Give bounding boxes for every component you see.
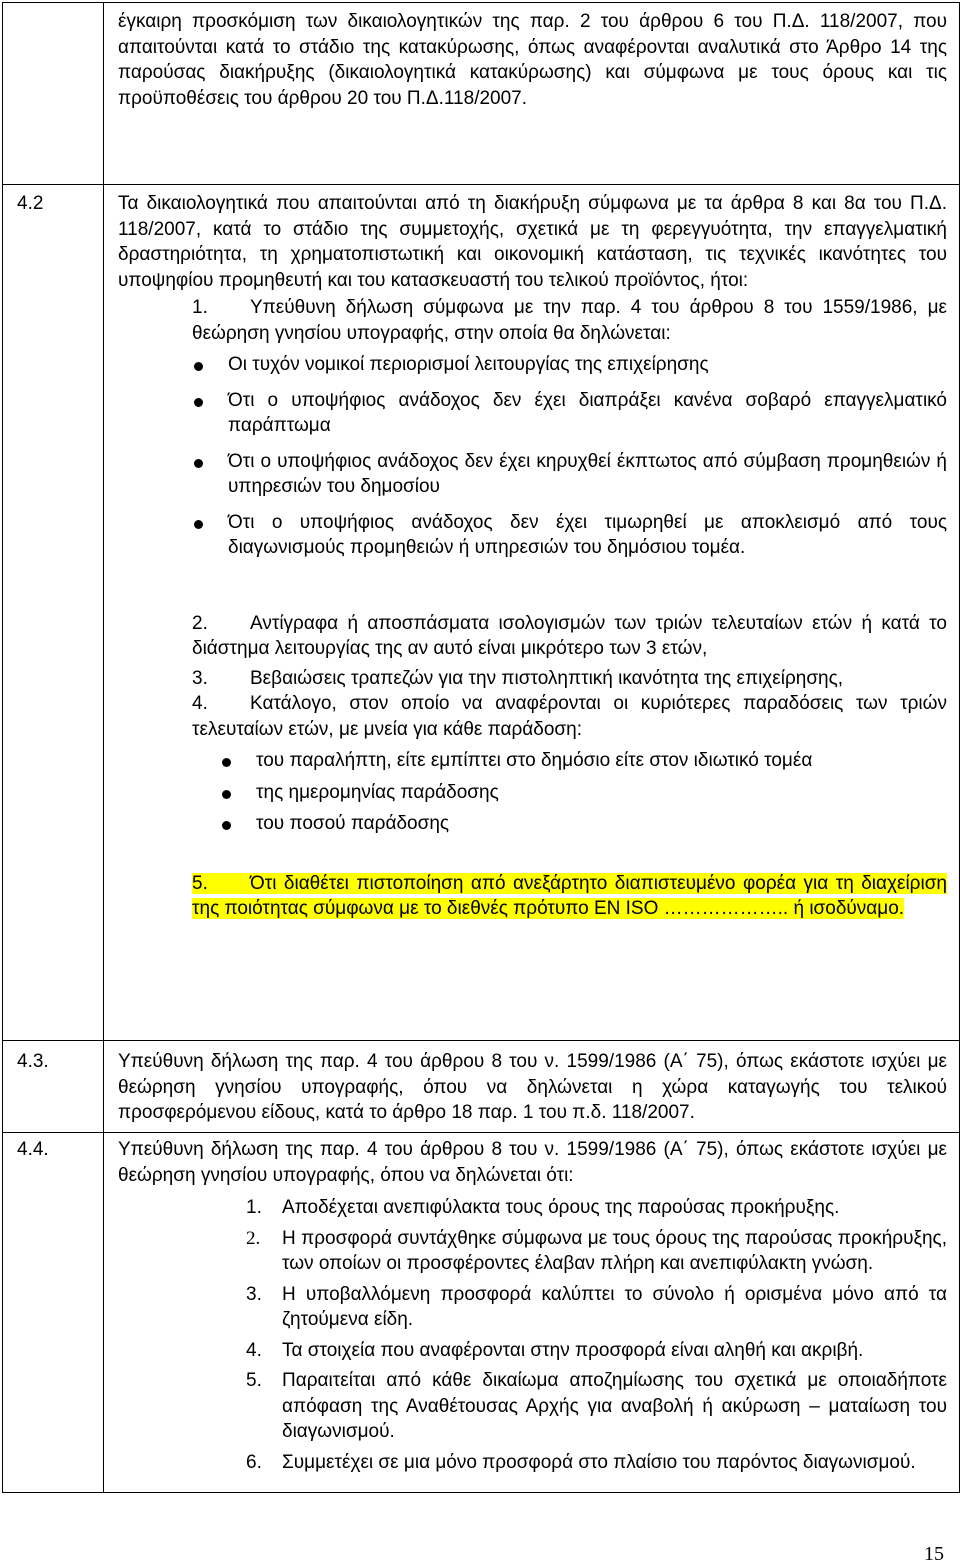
bullet-icon (222, 790, 231, 799)
bullet-icon (194, 398, 203, 407)
bullet-item: του παραλήπτη, είτε εμπίπτει στο δημόσιο είτε στον ιδιωτικό τομέα (220, 748, 947, 774)
table-row (3, 1133, 960, 1493)
list-item (104, 293, 959, 346)
bullet-list (104, 346, 959, 561)
table-row (3, 185, 960, 1041)
section-number: 4.3. (17, 1051, 49, 1072)
table-row (3, 1041, 960, 1133)
list-item-text: Η προσφορά συντάχθηκε σύμφωνα με τους όρους της παρούσας προκήρυξης, των οποίων οι προσφέροντες έλαβαν πλήρη και ανεπιφύλακτη γνώση. (282, 1227, 947, 1274)
row-content-cell (104, 1041, 960, 1133)
list-item (246, 1282, 947, 1333)
list-item-number: 5. (246, 1370, 262, 1391)
section-intro: Υπεύθυνη δήλωση της παρ. 4 του άρθρου 8 του ν. 1599/1986 (Α΄ 75), όπως εκάστοτε ισχύει με θεώρηση γνησίου υπογραφής, όπου να δηλώνεται ότι: (118, 1139, 947, 1186)
bullet-icon (194, 459, 203, 468)
page-number: 15 (924, 1543, 944, 1565)
list-item (104, 691, 959, 742)
continuation-paragraph: έγκαιρη προσκόμιση των δικαιολογητικών της παρ. 2 του άρθρου 6 του Π.Δ. 118/2007, που απαιτούνται κατά το στάδιο της κατακύρωσης, όπως αναφέρονται αναλυτικά στο Άρθρο 14 της παρούσας διακήρυξης (δικαιολογητικά κατακύρωσης) και σύμφωνα με τους όρους και τις προϋποθέσεις του άρθρου 20 του Π.Δ.118/2007. (118, 11, 947, 109)
section-paragraph: Υπεύθυνη δήλωση της παρ. 4 του άρθρου 8 του ν. 1599/1986 (Α΄ 75), όπως εκάστοτε ισχύει με θεώρηση γνησίου υπογραφής, όπου να δηλώνεται η χώρα καταγωγής του τελικού προσφερόμενου είδους, κατά το άρθρο 18 παρ. 1 του π.δ. 118/2007. (118, 1051, 947, 1123)
list-item-number: 1. (246, 1197, 262, 1218)
row-content-cell (104, 1133, 960, 1493)
row-number-cell (3, 185, 104, 1041)
list-item-text: Αντίγραφα ή αποσπάσματα ισολογισμών των τριών τελευταίων ετών ή κατά το διάστημα λειτουργίας της αν αυτό είναι μικρότερο των 3 ετών, (192, 612, 947, 659)
row-number-cell (3, 1133, 104, 1493)
list-item-text: Η υποβαλλόμενη προσφορά καλύπτει το σύνολο ή ορισμένα μόνο από τα ζητούμενα είδη. (282, 1283, 947, 1330)
row-content-cell (104, 185, 960, 1041)
bullet-icon (222, 821, 231, 830)
bullet-item: Ότι ο υποψήφιος ανάδοχος δεν έχει τιμωρηθεί με αποκλεισμό από τους διαγωνισμούς προμηθειών ή υπηρεσιών του δημόσιου τομέα. (192, 510, 947, 561)
bullet-item: Οι τυχόν νομικοί περιορισμοί λειτουργίας της επιχείρησης (192, 352, 947, 378)
list-item-text: Αποδέχεται ανεπιφύλακτα τους όρους της παρούσας προκήρυξης. (282, 1197, 840, 1218)
table-row (3, 3, 960, 185)
row-content-cell (104, 3, 960, 185)
row-number-cell (3, 1041, 104, 1133)
bullet-icon (194, 362, 203, 371)
section-number: 4.4. (17, 1139, 49, 1160)
bullet-item: της ημερομηνίας παράδοσης (220, 780, 947, 806)
list-item-number: 3. (192, 667, 208, 689)
list-item (246, 1226, 947, 1277)
bullet-item: Ότι ο υποψήφιος ανάδοχος δεν έχει διαπράξει κανένα σοβαρό επαγγελματικό παράπτωμα (192, 388, 947, 439)
bullet-item: του ποσού παράδοσης (220, 811, 947, 837)
numbered-list (104, 1195, 959, 1475)
list-item (104, 611, 959, 662)
list-item-text: Συμμετέχει σε μια μόνο προσφορά στο πλαίσιο του παρόντος διαγωνισμού. (282, 1451, 916, 1473)
bullet-list (104, 742, 959, 837)
bullet-icon (194, 520, 203, 529)
list-item-number: 2. (192, 612, 208, 634)
list-item-text: Υπεύθυνη δήλωση σύμφωνα με την παρ. 4 του άρθρου 8 του 1559/1986, με θεώρηση γνησίου υπογραφής, στην οποία θα δηλώνεται: (192, 297, 947, 344)
list-item-number: 4. (246, 1339, 262, 1361)
list-item-number: 4. (192, 693, 208, 714)
list-item-text: Βεβαιώσεις τραπεζών για την πιστοληπτική ικανότητα της επιχείρησης, (250, 667, 844, 689)
bullet-item: Ότι ο υποψήφιος ανάδοχος δεν έχει κηρυχθεί έκπτωτος από σύμβαση προμηθειών ή υπηρεσιών του δημοσίου (192, 449, 947, 500)
list-item-number: 5. (192, 872, 208, 894)
list-item-number: 2. (246, 1227, 261, 1249)
list-item (246, 1450, 947, 1476)
requirements-table (2, 2, 960, 1493)
list-item (246, 1338, 947, 1364)
section-intro: Τα δικαιολογητικά που απαιτούνται από τη διακήρυξη σύμφωνα με τα άρθρα 8 και 8α του Π.Δ. 118/2007, κατά το στάδιο της συμμετοχής, σχετικά με τη φερεγγυότητα, την επαγγελματική δραστηριότητα, τη χρηματοπιστωτική και οικονομική κατάσταση, τις τεχνικές ικανότητες του υποψηφίου προμηθευτή και του κατασκευαστή του τελικού προϊόντος, ήτοι: (118, 193, 947, 291)
list-item-number: 1. (192, 297, 208, 318)
list-item (104, 666, 959, 692)
list-item (246, 1368, 947, 1445)
section-number: 4.2 (17, 193, 44, 214)
list-item-number: 6. (246, 1451, 262, 1473)
row-number-cell (3, 3, 104, 185)
list-item-text: Τα στοιχεία που αναφέρονται στην προσφορά είναι αληθή και ακριβή. (282, 1339, 864, 1361)
list-item-text: Ότι διαθέτει πιστοποίηση από ανεξάρτητο διαπιστευμένο φορέα για τη διαχείριση της ποιότητας σύμφωνα με το διεθνές πρότυπο EN ISO ……………….. ή ισοδύναμο. (192, 872, 947, 919)
list-item-number: 3. (246, 1283, 262, 1305)
list-item-text: Κατάλογο, στον οποίο να αναφέρονται οι κυριότερες παραδόσεις των τριών τελευταίων ετών, με μνεία για κάθε παράδοση: (192, 693, 947, 740)
list-item-highlighted (104, 871, 959, 922)
bullet-icon (222, 758, 231, 767)
list-item-text: Παραιτείται από κάθε δικαίωμα αποζημίωσης του σχετικά με οποιαδήποτε απόφαση της Αναθέτουσας Αρχής για αναβολή ή ακύρωση – ματαίωση του διαγωνισμού. (282, 1370, 947, 1442)
list-item (246, 1195, 947, 1221)
